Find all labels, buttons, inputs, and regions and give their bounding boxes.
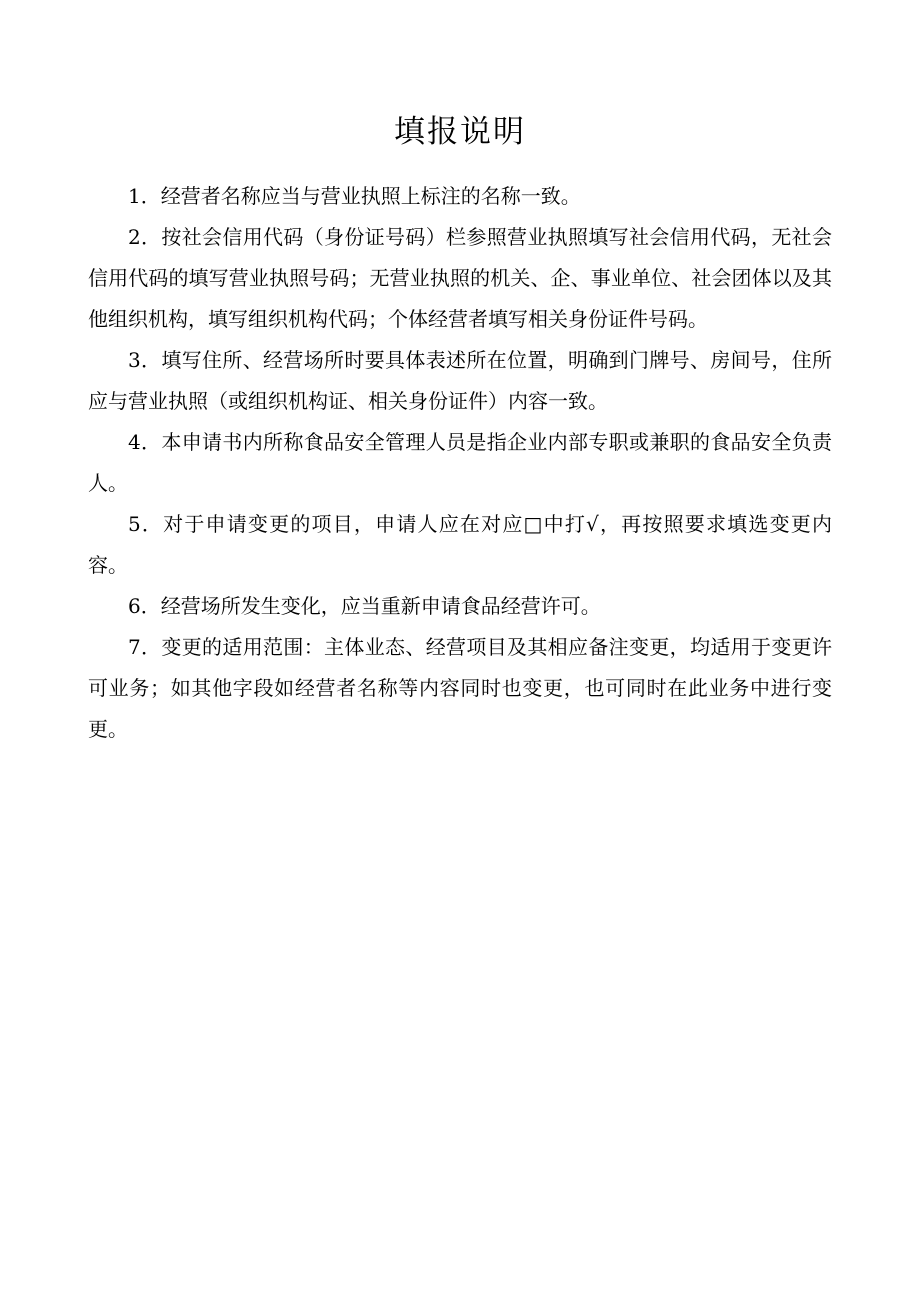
- instruction-item-2: 2．按社会信用代码（身份证号码）栏参照营业执照填写社会信用代码，无社会信用代码的填写营业执照号码；无营业执照的机关、企、事业单位、社会团体以及其他组织机构，填写组织机构代码；个体经营者填写相关身份证件号码。: [88, 225, 832, 331]
- instruction-item-6: 6．经营场所发生变化，应当重新申请食品经营许可。: [128, 594, 601, 618]
- instruction-item-5: 5．对于申请变更的项目，申请人应在对应□中打√，再按照要求填选变更内容。: [88, 512, 832, 577]
- instruction-item-4: 4．本申请书内所称食品安全管理人员是指企业内部专职或兼职的食品安全负责人。: [88, 430, 832, 495]
- instruction-item-3: 3．填写住所、经营场所时要具体表述所在位置，明确到门牌号、房间号，住所应与营业执照（或组织机构证、相关身份证件）内容一致。: [88, 348, 832, 413]
- page-title: 填报说明: [394, 114, 526, 150]
- instruction-item-7: 7．变更的适用范围：主体业态、经营项目及其相应备注变更，均适用于变更许可业务；如其他字段如经营者名称等内容同时也变更，也可同时在此业务中进行变更。: [88, 635, 832, 741]
- instruction-item-1: 1．经营者名称应当与营业执照上标注的名称一致。: [128, 184, 581, 208]
